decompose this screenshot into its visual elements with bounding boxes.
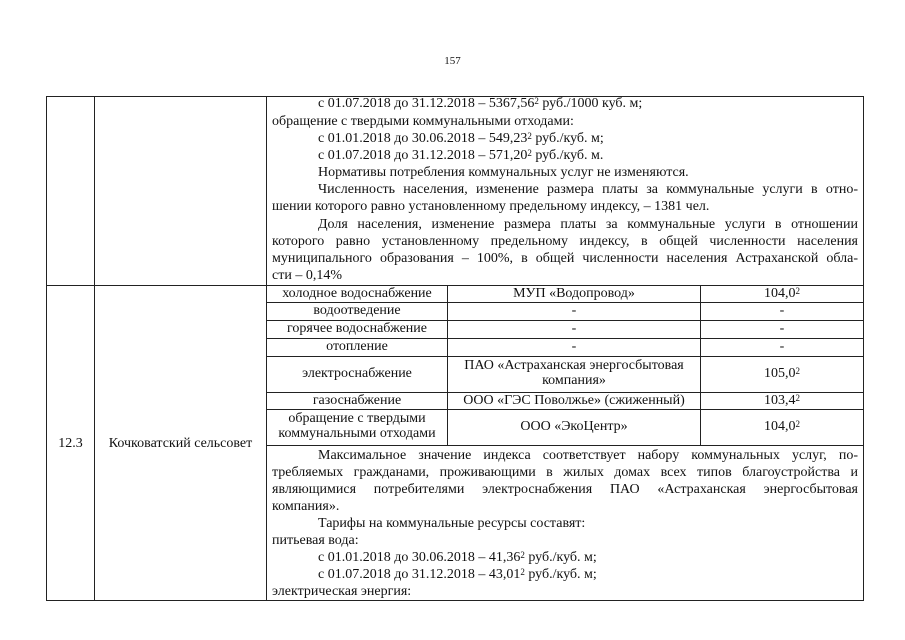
service-name: водоотведение bbox=[313, 303, 401, 318]
text-line: Нормативы потребления коммунальных услуг не изменяются. bbox=[318, 165, 689, 180]
inner-row-line bbox=[266, 409, 864, 410]
table-right-border bbox=[863, 96, 864, 601]
text-line: которого равно установленному предельному индексу, в общей численности населения bbox=[272, 234, 858, 249]
text-line: с 01.01.2018 до 30.06.2018 – 549,23$^2$ руб./куб. м; bbox=[318, 131, 604, 146]
index-value: 103,4$^2$ bbox=[764, 393, 800, 408]
column-divider-1 bbox=[94, 96, 95, 601]
inner-row-line bbox=[266, 445, 864, 446]
provider-name: ПАО «Астраханская энергосбытовая компания» bbox=[464, 358, 684, 388]
service-name: отопление bbox=[326, 339, 388, 354]
text-line: муниципального образования – 100%, в общей численности населения Астраханской обла- bbox=[272, 251, 858, 266]
text-line: Численность населения, изменение размера платы за коммунальные услуги в отно- bbox=[318, 182, 858, 197]
page-number: 157 bbox=[444, 55, 461, 67]
text-line: электрическая энергия: bbox=[272, 584, 412, 599]
inner-row-line bbox=[266, 356, 864, 357]
index-value: - bbox=[779, 321, 785, 336]
provider-name: ООО «ГЭС Поволжье» (сжиженный) bbox=[463, 393, 685, 408]
text-line: с 01.07.2018 до 31.12.2018 – 5367,56$^2$ руб./1000 куб. м; bbox=[318, 96, 643, 111]
service-name: обращение с твердыми коммунальными отходами bbox=[278, 411, 436, 441]
text-line: с 01.01.2018 до 30.06.2018 – 41,36$^2$ руб./куб. м; bbox=[318, 550, 597, 565]
index-value: 104,0$^2$ bbox=[764, 419, 800, 434]
text-line: компания». bbox=[272, 499, 340, 514]
service-name: газоснабжение bbox=[312, 393, 402, 408]
text-line: являющимися потребителями электроснабжения ПАО «Астраханская энергосбытовая bbox=[272, 482, 858, 497]
text-line: Тарифы на коммунальные ресурсы составят: bbox=[318, 516, 586, 531]
index-value: 105,0$^2$ bbox=[764, 366, 800, 381]
table-bottom-border bbox=[46, 600, 864, 601]
service-name: горячее водоснабжение bbox=[287, 321, 427, 336]
provider-name: ООО «ЭкоЦентр» bbox=[520, 419, 628, 434]
table-left-border bbox=[46, 96, 47, 601]
text-line: Максимальное значение индекса соответствует набору коммунальных услуг, по- bbox=[318, 448, 858, 463]
service-name: холодное водоснабжение bbox=[282, 286, 432, 301]
text-line: с 01.07.2018 до 31.12.2018 – 571,20$^2$ руб./куб. м. bbox=[318, 148, 604, 163]
text-line: сти – 0,14% bbox=[272, 268, 342, 283]
index-value: - bbox=[779, 339, 785, 354]
provider-name: - bbox=[571, 303, 577, 318]
text-line: с 01.07.2018 до 31.12.2018 – 43,01$^2$ руб./куб. м; bbox=[318, 567, 597, 582]
index-value: - bbox=[779, 303, 785, 318]
provider-name: - bbox=[571, 321, 577, 336]
text-line: Доля населения, изменение размера платы за коммунальные услуги в отношении bbox=[318, 217, 858, 232]
text-line: требляемых гражданами, проживающими в жилых домах всех типов благоустройства и bbox=[272, 465, 858, 480]
municipality-name: Кочковатский сельсовет bbox=[108, 436, 253, 451]
provider-name: - bbox=[571, 339, 577, 354]
index-value: 104,0$^2$ bbox=[764, 286, 800, 301]
row-number: 12.3 bbox=[58, 436, 83, 451]
text-line: шении которого равно установленному предельному индексу, – 1381 чел. bbox=[272, 199, 710, 214]
service-name: электроснабжение bbox=[302, 366, 412, 381]
text-line: обращение с твердыми коммунальными отходами: bbox=[272, 114, 574, 129]
provider-name: МУП «Водопровод» bbox=[513, 286, 635, 301]
text-line: питьевая вода: bbox=[272, 533, 359, 548]
